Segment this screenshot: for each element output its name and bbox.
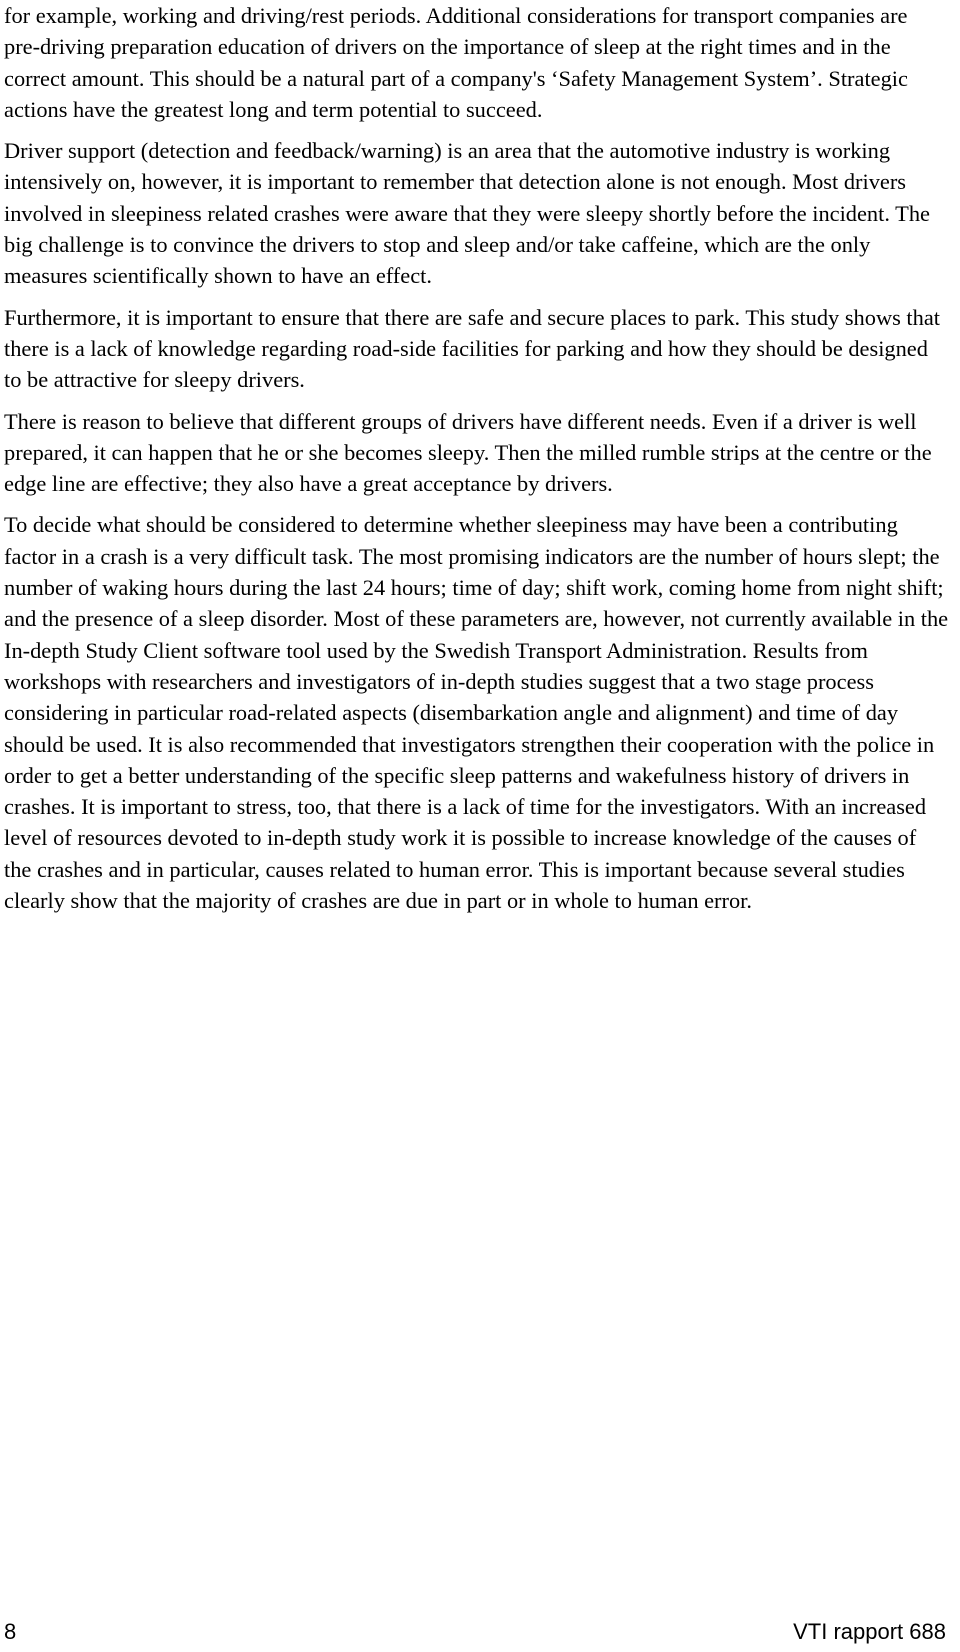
report-label: VTI rapport 688 — [793, 1619, 946, 1644]
page-number: 8 — [4, 1619, 17, 1644]
paragraph-driver-support: Driver support (detection and feedback/warning) is an area that the automotive industry is working intensively on, however, it is important to remember that detection alone is not enough. Most drivers involved in sleepiness related crashes were aware that they were sleepy shortly before the incident. The big challenge is to convince the drivers to stop and sleep and/or take caffeine, which are the only measures scientifically shown to have an effect. — [4, 138, 930, 289]
paragraph-driver-groups: There is reason to believe that different groups of drivers have different needs. Even if a driver is well prepared, it can happen that he or she becomes sleepy. Then the milled rumble strips at the centre or the edge line are effective; they also have a great acceptance by drivers. — [4, 408, 932, 497]
page-footer — [4, 1617, 946, 1647]
paragraph-safe-parking: Furthermore, it is important to ensure that there are safe and secure places to park. This study shows that there is a lack of knowledge regarding road-side facilities for parking and how they should be designed to be attractive for sleepy drivers. — [4, 304, 941, 393]
paragraph-sleepiness-indicators: To decide what should be considered to determine whether sleepiness may have been a contributing factor in a crash is a very difficult task. The most promising indicators are the number of hours slept; the number of waking hours during the last 24 hours; time of day; shift work, coming home from night shift; and the presence of a sleep disorder. Most of these parameters are, however, not currently available in the In-depth Study Client software tool used by the Swedish Transport Administration. Results from workshops with researchers and investigators of in-depth studies suggest that a two stage process considering in particular road-related aspects (disembarkation angle and alignment) and time of day should be used. It is also recommended that investigators strengthen their cooperation with the police in order to get a better understanding of the specific sleep patterns and wakefulness history of drivers in crashes. It is important to stress, too, that there is a lack of time for the investigators. With an increased level of resources devoted to in-depth study work it is possible to increase knowledge of the causes of the crashes and in particular, causes related to human error. This is important because several studies clearly show that the majority of crashes are due in part or in whole to human error. — [4, 512, 949, 914]
body-text — [4, 0, 949, 926]
paragraph-work-rest-periods: for example, working and driving/rest periods. Additional considerations for transport companies are pre-driving preparation education of drivers on the importance of sleep at the right times and in the correct amount. This should be a natural part of a company's ‘Safety Management System’. Strategic actions have the greatest long and term potential to succeed. — [4, 3, 908, 122]
